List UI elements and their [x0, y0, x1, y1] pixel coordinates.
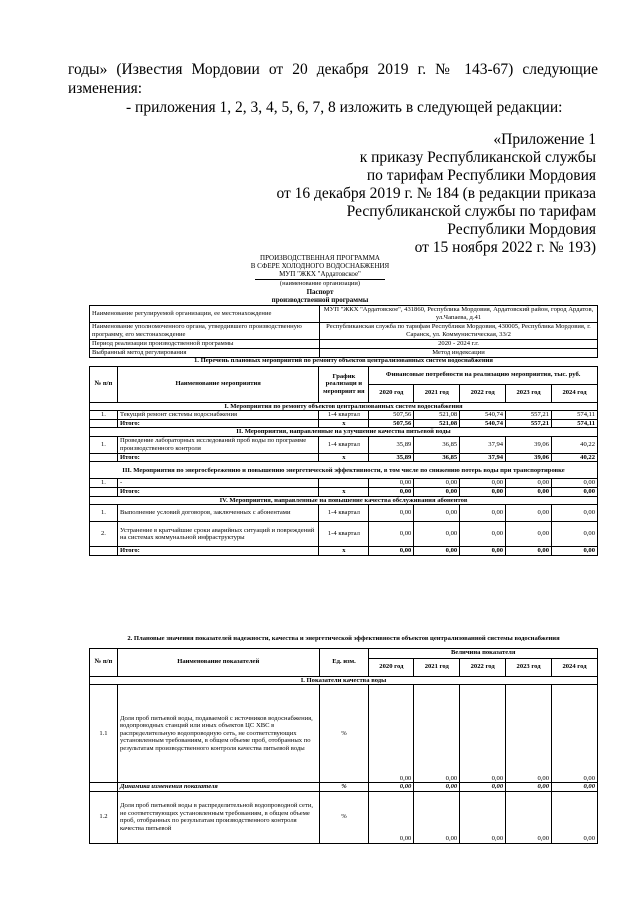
year-header: 2023 год [506, 384, 552, 402]
row-value: 37,94 [460, 436, 506, 453]
total-schedule: x [319, 453, 369, 462]
row-value: 574,11 [552, 411, 598, 420]
row-value: 39,06 [506, 436, 552, 453]
row-value: 0,00 [460, 479, 506, 488]
total-value: 0,00 [369, 547, 414, 556]
row-schedule [319, 479, 369, 488]
col-name-header: Наименование мероприятия [117, 366, 318, 402]
row-value: 0,00 [414, 479, 460, 488]
intro-line-1: годы» (Известия Мордовии от 20 декабря 2019 г. № 143-67) следующие [68, 61, 598, 78]
row-value: 0,00 [414, 505, 460, 522]
col-number-header: № п/п [90, 648, 118, 676]
table2-title: 2. Плановые значения показателей надежности, качества и энергетической эффективности объектов централизованной системы водоснабжения [127, 634, 560, 642]
organization-name: МУП "ЖКХ "Ардатовское" [279, 270, 361, 278]
row-number: 2. [90, 522, 118, 547]
table-row [90, 505, 598, 522]
appendix-line: Республиканской службы по тарифам [346, 203, 596, 220]
row-name: Текущий ремонт системы водоснабжения [117, 411, 318, 420]
total-row [90, 419, 598, 428]
passport-table [89, 305, 598, 358]
table-row [90, 436, 598, 453]
table-row [90, 479, 598, 488]
section-title: I. Мероприятия по ремонту объектов централизованных систем водоснабжения [90, 402, 598, 411]
dynamics-value: 0,00 [369, 783, 414, 792]
passport-value: Метод индексации [320, 349, 598, 358]
dynamics-value: 0,00 [552, 783, 598, 792]
table-row [90, 791, 598, 843]
year-header: 2020 год [369, 658, 414, 676]
row-number: 1. [90, 411, 118, 420]
total-value: 507,56 [369, 419, 414, 428]
row-number: 1.1 [90, 685, 118, 783]
col-name-header: Наименование показателей [117, 648, 319, 676]
dynamics-unit: % [319, 783, 369, 792]
row-value: 0,00 [506, 505, 552, 522]
row-name: Доля проб питьевой воды, подаваемой с источников водоснабжения, водопроводных станций или иных объектов ЦС ХВС в распределительную водопроводную сеть, не соответствующих установленным требованиям, в общем объеме проб, отобранных по результатам производственного контроля качества питьевой воды [117, 685, 319, 783]
total-row [90, 453, 598, 462]
total-value: 0,00 [414, 488, 460, 497]
appendix-line: Республики Мордовия [447, 221, 596, 238]
total-value: 35,89 [369, 453, 414, 462]
row-schedule: 1-4 квартал [319, 436, 369, 453]
appendix-header [276, 131, 596, 257]
table1-title: 1. Перечень плановых мероприятий по ремонту объектов централизованных систем водоснабжения [194, 357, 493, 365]
row-schedule: 1-4 квартал [319, 411, 369, 420]
total-value: 540,74 [460, 419, 506, 428]
row-value: 0,00 [369, 505, 414, 522]
program-title: ПРОИЗВОДСТВЕННАЯ ПРОГРАММА [260, 254, 380, 262]
section-title: IV. Мероприятия, направленные на повышение качества обслуживания абонентов [90, 496, 598, 505]
col-number-header: № п/п [90, 366, 118, 402]
organization-caption: (наименование организации) [255, 279, 385, 288]
total-value: 37,94 [460, 453, 506, 462]
year-header: 2020 год [369, 384, 414, 402]
row-value: 0,00 [506, 522, 552, 547]
row-value: 0,00 [552, 791, 598, 843]
row-unit: % [319, 791, 369, 843]
total-label: Итого: [117, 547, 318, 556]
total-value: 0,00 [506, 547, 552, 556]
passport-label: Выбранный метод регулирования [90, 349, 320, 358]
col-schedule-header: График реализаци и мероприят ия [319, 366, 369, 402]
dynamics-value: 0,00 [506, 783, 552, 792]
dynamics-value: 0,00 [414, 783, 460, 792]
year-header: 2021 год [414, 384, 460, 402]
row-value: 557,21 [506, 411, 552, 420]
row-value: 0,00 [506, 685, 552, 783]
appendix-line: к приказу Республиканской службы [359, 149, 596, 166]
row-name: Доля проб питьевой воды в распределительной водопроводной сети, не соответствующих установленным требованиям, в общем объеме проб, отобранных по результатам производственного контроля качества питьевой [117, 791, 319, 843]
dynamics-row [90, 783, 598, 792]
row-number: 1. [90, 505, 118, 522]
year-header: 2022 год [460, 658, 506, 676]
total-value: 0,00 [460, 488, 506, 497]
total-value: 39,06 [506, 453, 552, 462]
section-title: II. Мероприятия, направленные на улучшение качества питьевой воды [90, 428, 598, 437]
total-value: 40,22 [552, 453, 598, 462]
table-row [90, 522, 598, 547]
row-name: Выполнение условий договоров, заключенных с абонентами [117, 505, 318, 522]
total-value: 0,00 [460, 547, 506, 556]
appendix-line: по тарифам Республики Мордовия [366, 167, 596, 184]
row-value: 0,00 [506, 479, 552, 488]
row-value: 0,00 [552, 522, 598, 547]
row-value: 0,00 [460, 522, 506, 547]
row-number: 1. [90, 436, 118, 453]
passport-label: Наименование регулируемой организации, ее местонахождение [90, 306, 320, 323]
row-unit: % [319, 685, 369, 783]
row-value: 0,00 [552, 505, 598, 522]
year-header: 2024 год [552, 384, 598, 402]
total-value: 36,85 [414, 453, 460, 462]
total-row [90, 488, 598, 497]
row-value: 507,56 [369, 411, 414, 420]
total-label: Итого: [117, 453, 318, 462]
row-value: 0,00 [369, 791, 414, 843]
passport-title: Паспорт [306, 288, 334, 296]
row-value: 35,89 [369, 436, 414, 453]
total-label: Итого: [117, 488, 318, 497]
row-value: 0,00 [369, 479, 414, 488]
intro-text [68, 60, 598, 117]
row-value: 0,00 [414, 685, 460, 783]
passport-value: Республиканская служба по тарифам Республики Мордовия, 430005, Республика Мордовия, г. Саранск, ул. Коммунистическая, 33/2 [320, 323, 598, 340]
intro-line-3: - приложения 1, 2, 3, 4, 5, 6, 7, 8 изложить в следующей редакции: [126, 99, 563, 116]
passport-row [90, 323, 598, 340]
appendix-line: «Приложение 1 [493, 131, 596, 148]
col-value-header: Величина показателя [369, 648, 598, 658]
dynamics-label: Динамика изменения показателя [117, 783, 319, 792]
row-number: 1.2 [90, 791, 118, 843]
passport-row [90, 306, 598, 323]
row-name: Проведение лабораторных исследований проб воды по программе производственного контроля [117, 436, 318, 453]
col-unit-header: Ед. изм. [319, 648, 369, 676]
passport-value: МУП "ЖКХ "Ардатовское", 431860, Республика Мордовия, Ардатовский район, город Ардатов, ул.Чапаева, д.41 [320, 306, 598, 323]
year-header: 2021 год [414, 658, 460, 676]
total-value: 521,08 [414, 419, 460, 428]
program-subtitle: В СФЕРЕ ХОЛОДНОГО ВОДОСНАБЖЕНИЯ [250, 262, 390, 270]
indicators-table [89, 630, 598, 844]
total-row [90, 547, 598, 556]
row-value: 0,00 [460, 791, 506, 843]
section-title: I. Показатели качества воды [90, 676, 598, 685]
activities-table [89, 357, 598, 556]
total-value: 0,00 [552, 547, 598, 556]
row-value: 40,22 [552, 436, 598, 453]
row-value: 0,00 [460, 685, 506, 783]
passport-row [90, 340, 598, 349]
passport-label: Наименование уполномоченного органа, утвердившего производственную программу, его местонахождение [90, 323, 320, 340]
row-name: Устранение в кратчайшие сроки аварийных ситуаций и повреждений на системах коммунальной инфраструктуры [117, 522, 318, 547]
total-value: 0,00 [414, 547, 460, 556]
row-name: - [117, 479, 318, 488]
total-schedule: x [319, 419, 369, 428]
row-value: 0,00 [460, 505, 506, 522]
row-value: 0,00 [552, 685, 598, 783]
row-value: 0,00 [369, 522, 414, 547]
row-value: 521,08 [414, 411, 460, 420]
row-number: 1. [90, 479, 118, 488]
row-value: 0,00 [506, 791, 552, 843]
passport-value: 2020 - 2024 г.г. [320, 340, 598, 349]
passport-label: Период реализации производственной программы [90, 340, 320, 349]
col-finance-header: Финансовые потребности на реализацию мероприятия, тыс. руб. [369, 366, 598, 384]
table-row [90, 685, 598, 783]
row-value: 0,00 [552, 479, 598, 488]
row-value: 36,85 [414, 436, 460, 453]
total-value: 0,00 [552, 488, 598, 497]
row-value: 540,74 [460, 411, 506, 420]
total-value: 0,00 [506, 488, 552, 497]
appendix-line: от 16 декабря 2019 г. № 184 (в редакции приказа [276, 185, 596, 202]
appendix-line: от 15 ноября 2022 г. № 193) [414, 239, 596, 256]
total-label: Итого: [117, 419, 318, 428]
year-header: 2022 год [460, 384, 506, 402]
row-value: 0,00 [414, 522, 460, 547]
row-schedule: 1-4 квартал [319, 505, 369, 522]
table-row [90, 411, 598, 420]
total-schedule: x [319, 547, 369, 556]
intro-line-2: изменения: [68, 80, 143, 97]
total-value: 574,11 [552, 419, 598, 428]
row-value: 0,00 [369, 685, 414, 783]
dynamics-value: 0,00 [460, 783, 506, 792]
row-value: 0,00 [414, 791, 460, 843]
year-header: 2023 год [506, 658, 552, 676]
passport-subtitle: производственной программы [271, 296, 369, 304]
row-schedule: 1-4 квартал [319, 522, 369, 547]
section-title: III. Мероприятия по энергосбережению и повышению энергетической эффективности, в том числе по снижению потерь воды при транспортировке [90, 462, 598, 479]
year-header: 2024 год [552, 658, 598, 676]
total-schedule: x [319, 488, 369, 497]
total-value: 0,00 [369, 488, 414, 497]
total-value: 557,21 [506, 419, 552, 428]
